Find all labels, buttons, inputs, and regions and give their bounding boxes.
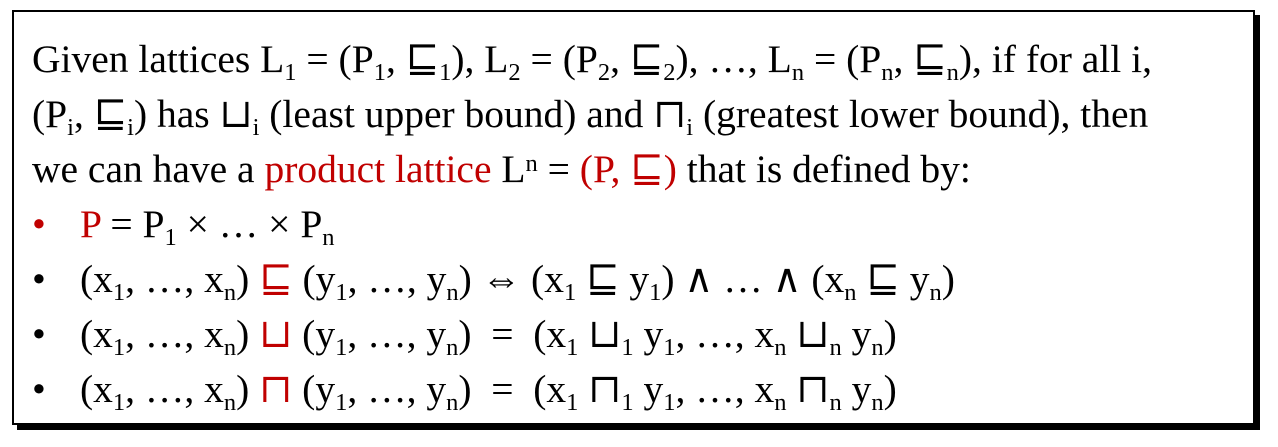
bullet-item-join: • ($x_1$, …, $x_n$) ⊔ ($y_1$, …, $y_n) = (x_1$ $⊔_1$ $y_1$, …, $x_n$ $⊔_n$ $y_n$) [32,307,1235,362]
bullet-icon: • [32,257,46,301]
intro-line-1: Given lattices $L_1 = (P_1$, $⊑_1$), $L_2 = (P_2$, $⊑_2$), …, $L_n = (P_n$, $⊑_n$), if for all i, [32,37,1152,86]
product-lattice-term: product lattice [264,147,492,191]
bullet-icon: • [32,367,46,411]
lattice-pair: (P, ⊑) [579,147,677,191]
bullet-icon: • [32,312,46,356]
intro-line-3: we can have a product lattice $L^n = (P$, ⊑) that is defined by: [32,147,971,191]
bullet-item-order: • ($x_1$, …, $x_n$) ⊑ ($y_1$, …, $y_n$) ⇔ ($x_1$ ⊑ $y_1$) ∧ … ∧ ($x_n$ ⊑ $y_n$) [32,252,1235,307]
intro-line-2: ($P_i$, $⊑_i$) has $⊔_i$ (least upper bound) and $⊓_i$ (greatest lower bound), then [32,92,1149,141]
definition-box [12,10,1255,425]
bullet-item-carrier: • $P = P_1$ × … × $P_n$ [32,197,1235,252]
bullet-item-meet: • ($x_1$, …, $x_n$) ⊓ ($y_1$, …, $y_n) = (x_1$ $⊓_1$ $y_1$, …, $x_n$ $⊓_n$ $y_n$) [32,362,1235,417]
bullet-icon: • [32,202,46,246]
